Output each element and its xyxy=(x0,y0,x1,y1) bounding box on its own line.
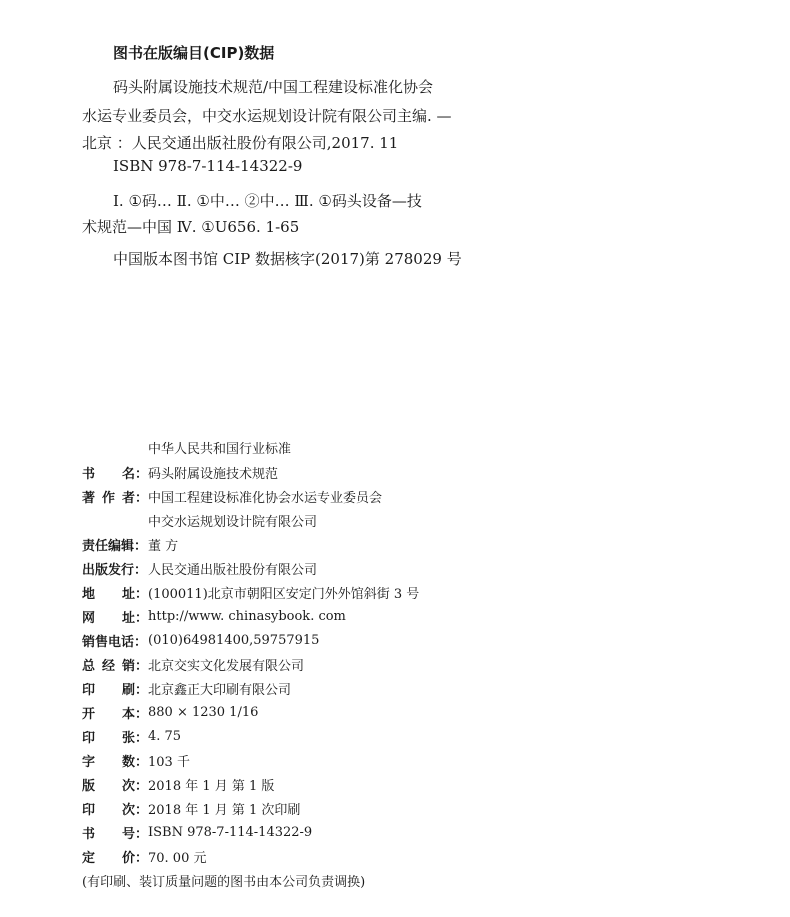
cip-line-4: ISBN 978-7-114-14322-9 xyxy=(113,157,303,175)
colophon-label xyxy=(82,631,148,650)
colophon-label-char: 价： xyxy=(121,850,148,866)
colophon-label xyxy=(82,559,148,578)
colophon-row xyxy=(82,702,258,722)
colophon-label-char: 印 xyxy=(82,730,96,746)
colophon-label-char: 总 xyxy=(82,658,96,674)
colophon-value: 人民交通出版社股份有限公司 xyxy=(148,562,318,578)
colophon-label-char: 网 xyxy=(82,610,96,626)
colophon-label-char: 址： xyxy=(121,610,148,626)
colophon-row xyxy=(82,822,312,842)
colophon-row xyxy=(82,654,304,674)
colophon-label xyxy=(82,775,148,794)
colophon-value: 中交水运规划设计院有限公司 xyxy=(148,514,318,530)
colophon-label-char: 地 xyxy=(82,586,96,602)
colophon-label-char: 作 xyxy=(101,490,115,506)
standard-series: 中华人民共和国行业标准 xyxy=(148,442,292,457)
colophon-label-char: 出版发行： xyxy=(82,562,148,578)
colophon-label-char: 址： xyxy=(121,586,148,602)
colophon-label-char: 书 xyxy=(82,826,96,842)
colophon-row xyxy=(82,462,278,482)
colophon-label xyxy=(82,679,148,698)
colophon-value: 董 方 xyxy=(148,538,179,554)
colophon-label-char: 刷： xyxy=(121,682,148,698)
colophon-label-char: 销： xyxy=(121,658,148,674)
colophon-row xyxy=(82,774,274,794)
colophon-row xyxy=(82,750,190,770)
colophon-value: 4. 75 xyxy=(148,728,182,744)
cip-line-2: 水运专业委员会，中交水运规划设计院有限公司主编. — xyxy=(82,107,452,125)
colophon-row xyxy=(82,606,346,626)
colophon-value: 103 千 xyxy=(148,754,190,770)
colophon-label xyxy=(82,751,148,770)
colophon-value: (010)64981400,59757915 xyxy=(148,632,320,648)
colophon-value: 北京鑫正大印刷有限公司 xyxy=(148,682,292,698)
colophon-label xyxy=(82,535,148,554)
colophon-row xyxy=(82,630,319,650)
colophon-value: 2018 年 1 月 第 1 版 xyxy=(148,778,275,794)
colophon-label-char: 号： xyxy=(121,826,148,842)
colophon-value: 70. 00 元 xyxy=(148,850,207,866)
colophon-label-char: 印 xyxy=(82,682,96,698)
colophon-label xyxy=(82,823,148,842)
colophon-row xyxy=(82,582,419,602)
colophon-row xyxy=(82,558,317,578)
colophon-label-char: 名： xyxy=(121,466,148,482)
colophon-label xyxy=(82,607,148,626)
colophon-label xyxy=(82,703,148,722)
colophon-value: ISBN 978-7-114-14322-9 xyxy=(148,824,313,840)
colophon-label-char: 者： xyxy=(121,490,148,506)
colophon-value: 中国工程建设标准化协会水运专业委员会 xyxy=(148,490,383,506)
colophon-row xyxy=(82,678,291,698)
colophon-label-char: 次： xyxy=(121,778,148,794)
colophon-value: 2018 年 1 月 第 1 次印刷 xyxy=(148,802,301,818)
quality-notice: (有印刷、装订质量问题的图书由本公司负责调换) xyxy=(82,875,366,890)
colophon-value: 北京交实文化发展有限公司 xyxy=(148,658,305,674)
cip-line-6: 术规范—中国 Ⅳ. ①U656. 1-65 xyxy=(82,218,300,236)
colophon-label-char: 版 xyxy=(82,778,96,794)
colophon-label xyxy=(82,727,148,746)
colophon-label-char: 著 xyxy=(82,490,96,506)
colophon-label xyxy=(82,583,148,602)
colophon-label-char: 本： xyxy=(121,706,148,722)
colophon-value: 码头附属设施技术规范 xyxy=(148,466,279,482)
cip-line-3: 北京 ：人民交通出版社股份有限公司,2017. 11 xyxy=(82,134,399,152)
colophon-value: http://www. chinasybook. com xyxy=(148,608,346,624)
cip-title: 图书在版编目(CIP)数据 xyxy=(113,44,275,62)
colophon-row xyxy=(82,846,206,866)
colophon-label-char: 开 xyxy=(82,706,96,722)
colophon-label xyxy=(82,799,148,818)
colophon-value: (100011)北京市朝阳区安定门外外馆斜街 3 号 xyxy=(148,586,420,602)
colophon-value: 880 × 1230 1/16 xyxy=(148,704,259,720)
colophon-row xyxy=(82,534,178,554)
colophon-label xyxy=(82,655,148,674)
colophon-label-char: 经 xyxy=(101,658,115,674)
colophon-row xyxy=(82,486,382,506)
colophon-label xyxy=(82,847,148,866)
colophon-label-char: 数： xyxy=(121,754,148,770)
colophon-label-char: 责任编辑： xyxy=(82,538,148,554)
cip-line-5: Ⅰ. ①码… Ⅱ. ①中… ②中… Ⅲ. ①码头设备—技 xyxy=(113,192,422,210)
colophon-label-char: 次： xyxy=(121,802,148,818)
colophon-label-char: 定 xyxy=(82,850,96,866)
colophon-row xyxy=(82,726,181,746)
colophon-label-char: 书 xyxy=(82,466,96,482)
colophon-label-char: 印 xyxy=(82,802,96,818)
colophon-label-char: 字 xyxy=(82,754,96,770)
colophon-row xyxy=(82,510,317,530)
colophon-label xyxy=(82,487,148,506)
cip-line-7: 中国版本图书馆 CIP 数据核字(2017)第 278029 号 xyxy=(113,250,462,268)
colophon-row xyxy=(82,798,300,818)
colophon-label-char: 张： xyxy=(121,730,148,746)
colophon-label xyxy=(82,463,148,482)
colophon-label-char: 销售电话： xyxy=(82,634,148,650)
cip-line-1: 码头附属设施技术规范/中国工程建设标准化协会 xyxy=(113,78,434,96)
